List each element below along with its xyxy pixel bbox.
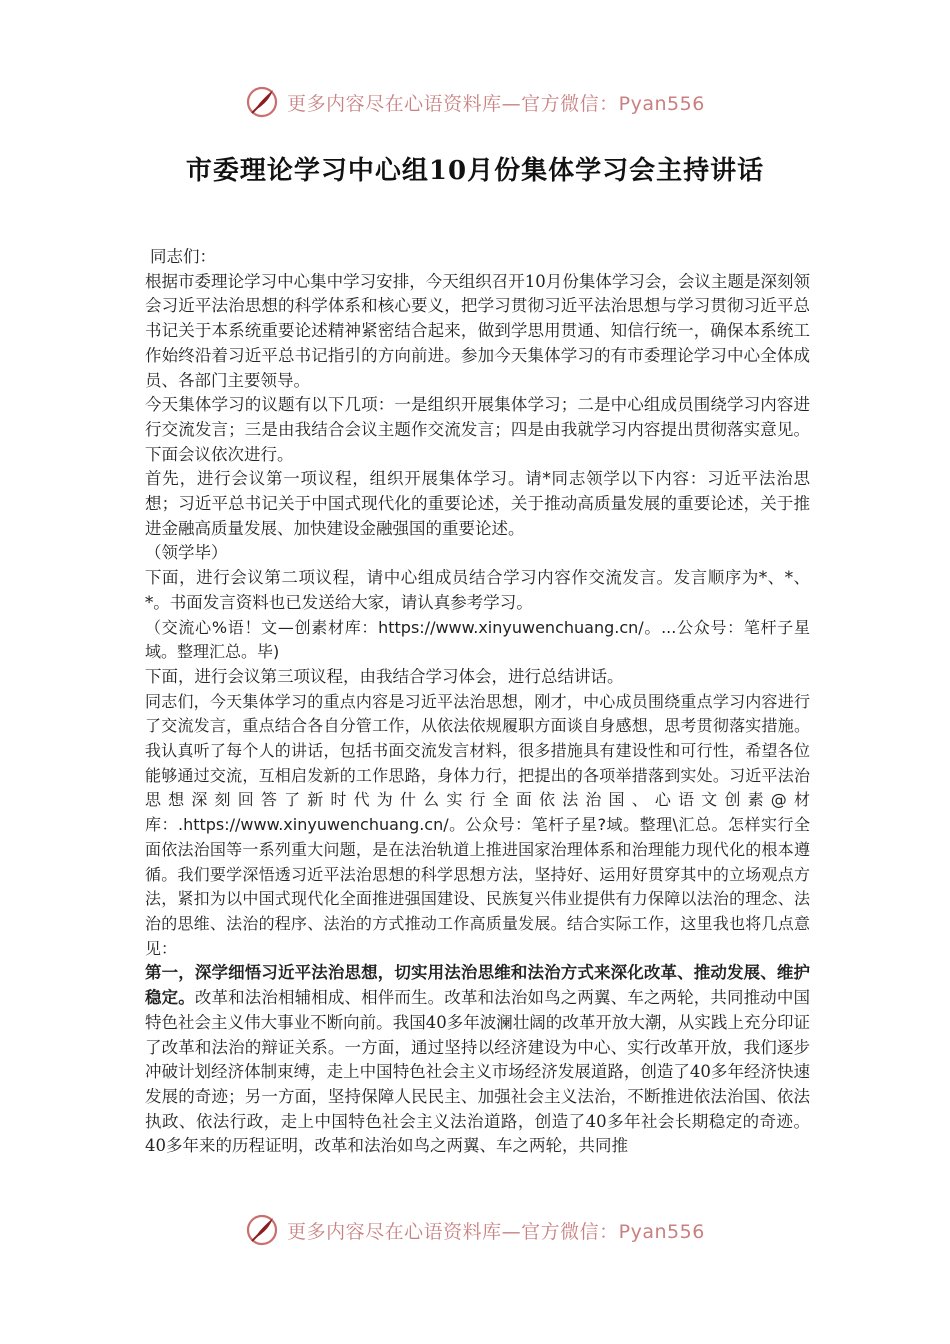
document-title: 市委理论学习中心组10月份集体学习会主持讲话 — [185, 156, 765, 186]
document-body — [145, 245, 810, 1159]
paragraph-8: 同志们，今天集体学习的重点内容是习近平法治思想，刚才，中心成员围绕重点学习内容进行了交流发言，重点结合各自分管工作，从依法依规履职方面谈自身感想，思考贯彻落实措施。我认真听了每个人的讲话，包括书面交流发言材料，很多措施具有建设性和可行性，希望各位能够通过交流，互相启发新的工作思路，身体力行，把提出的各项举措落到实处。习近平法治思想深刻回答了新时代为什么实行全面依法治国、心语文创素@材库：.https://www.xinyuwenchuang.cn/。公众号：笔杆子星?域。整理\汇总。怎样实行全面依法治国等一系列重大问题，是在法治轨道上推进国家治理体系和治理能力现代化的根本遵循。我们要学深悟透习近平法治思想的科学思想方法，坚持好、运用好贯穿其中的立场观点方法，紧扣为以中国式现代化全面推进强国建设、民族复兴伟业提供有力保障以法治的理念、法治的思维、法治的程序、法治的方式推动工作高质量发展。结合实际工作，这里我也将几点意见： — [145, 691, 810, 958]
quill-logo-icon — [245, 1213, 279, 1247]
paragraph-6: （交流心%语！文—创素材库：https://www.xinyuwenchuang.cn/。...公众号：笔杆子星域。整理汇总。毕) — [145, 617, 810, 662]
paragraph-3: 首先，进行会议第一项议程，组织开展集体学习。请*同志领学以下内容：习近平法治思想；习近平总书记关于中国式现代化的重要论述，关于推动高质量发展的重要论述，关于推进金融高质量发展、加快建设金融强国的重要论述。 — [145, 469, 810, 538]
point-1-lead: 第一，深学细悟习近平法治思想，切实用法治思维和法治方式来深化改革、推动发展、维护稳定。 — [145, 963, 810, 1008]
paragraph-1: 根据市委理论学习中心集中学习安排，今天组织召开10月份集体学习会，会议主题是深刻领会习近平法治思想的科学体系和核心要义，把学习贯彻习近平法治思想与学习贯彻习近平总书记关于本系统重要论述精神紧密结合起来，做到学思用贯通、知信行统一，确保本系统工作始终沿着习近平总书记指引的方向前进。参加今天集体学习的有市委理论学习中心全体成员、各部门主要领导。 — [145, 271, 810, 390]
quill-logo-icon — [245, 85, 279, 119]
salutation: 同志们： — [150, 247, 216, 266]
paragraph-5: 下面，进行会议第二项议程，请中心组成员结合学习内容作交流发言。发言顺序为*、*、*。书面发言资料也已发送给大家，请认真参考学习。 — [145, 568, 810, 612]
banner-text: 更多内容尽在心语资料库—官方微信：Pyan556 — [287, 1220, 705, 1243]
paragraph-4: （领学毕） — [145, 543, 228, 563]
point-1-body: 改革和法治相辅相成、相伴而生。改革和法治如鸟之两翼、车之两轮，共同推动中国特色社会主义伟大事业不断向前。我国40多年波澜壮阔的改革开放大潮，从实践上充分印证了改革和法治的辩证关系。一方面，通过坚持以经济建设为中心、实行改革开放，我们逐步冲破计划经济体制束缚，走上中国特色社会主义市场经济发展道路，创造了40多年经济快速发展的奇迹；另一方面，坚持保障人民民主、加强社会主义法治，不断推进依法治国、依法执政、依法行政，走上中国特色社会主义法治道路，创造了40多年社会长期稳定的奇迹。40多年来的历程证明，改革和法治如鸟之两翼、车之两轮，共同推 — [145, 988, 811, 1156]
paragraph-point-1 — [145, 961, 810, 1159]
banner-text: 更多内容尽在心语资料库—官方微信：Pyan556 — [287, 92, 705, 115]
footer-banner — [0, 1208, 950, 1252]
paragraph-7: 下面，进行会议第三项议程，由我结合学习体会，进行总结讲话。 — [145, 666, 624, 686]
paragraph-2: 今天集体学习的议题有以下几项：一是组织开展集体学习；二是中心组成员围绕学习内容进行交流发言；三是由我结合会议主题作交流发言；四是由我就学习内容提出贯彻落实意见。下面会议依次进行。 — [145, 395, 810, 464]
header-banner — [0, 80, 950, 124]
